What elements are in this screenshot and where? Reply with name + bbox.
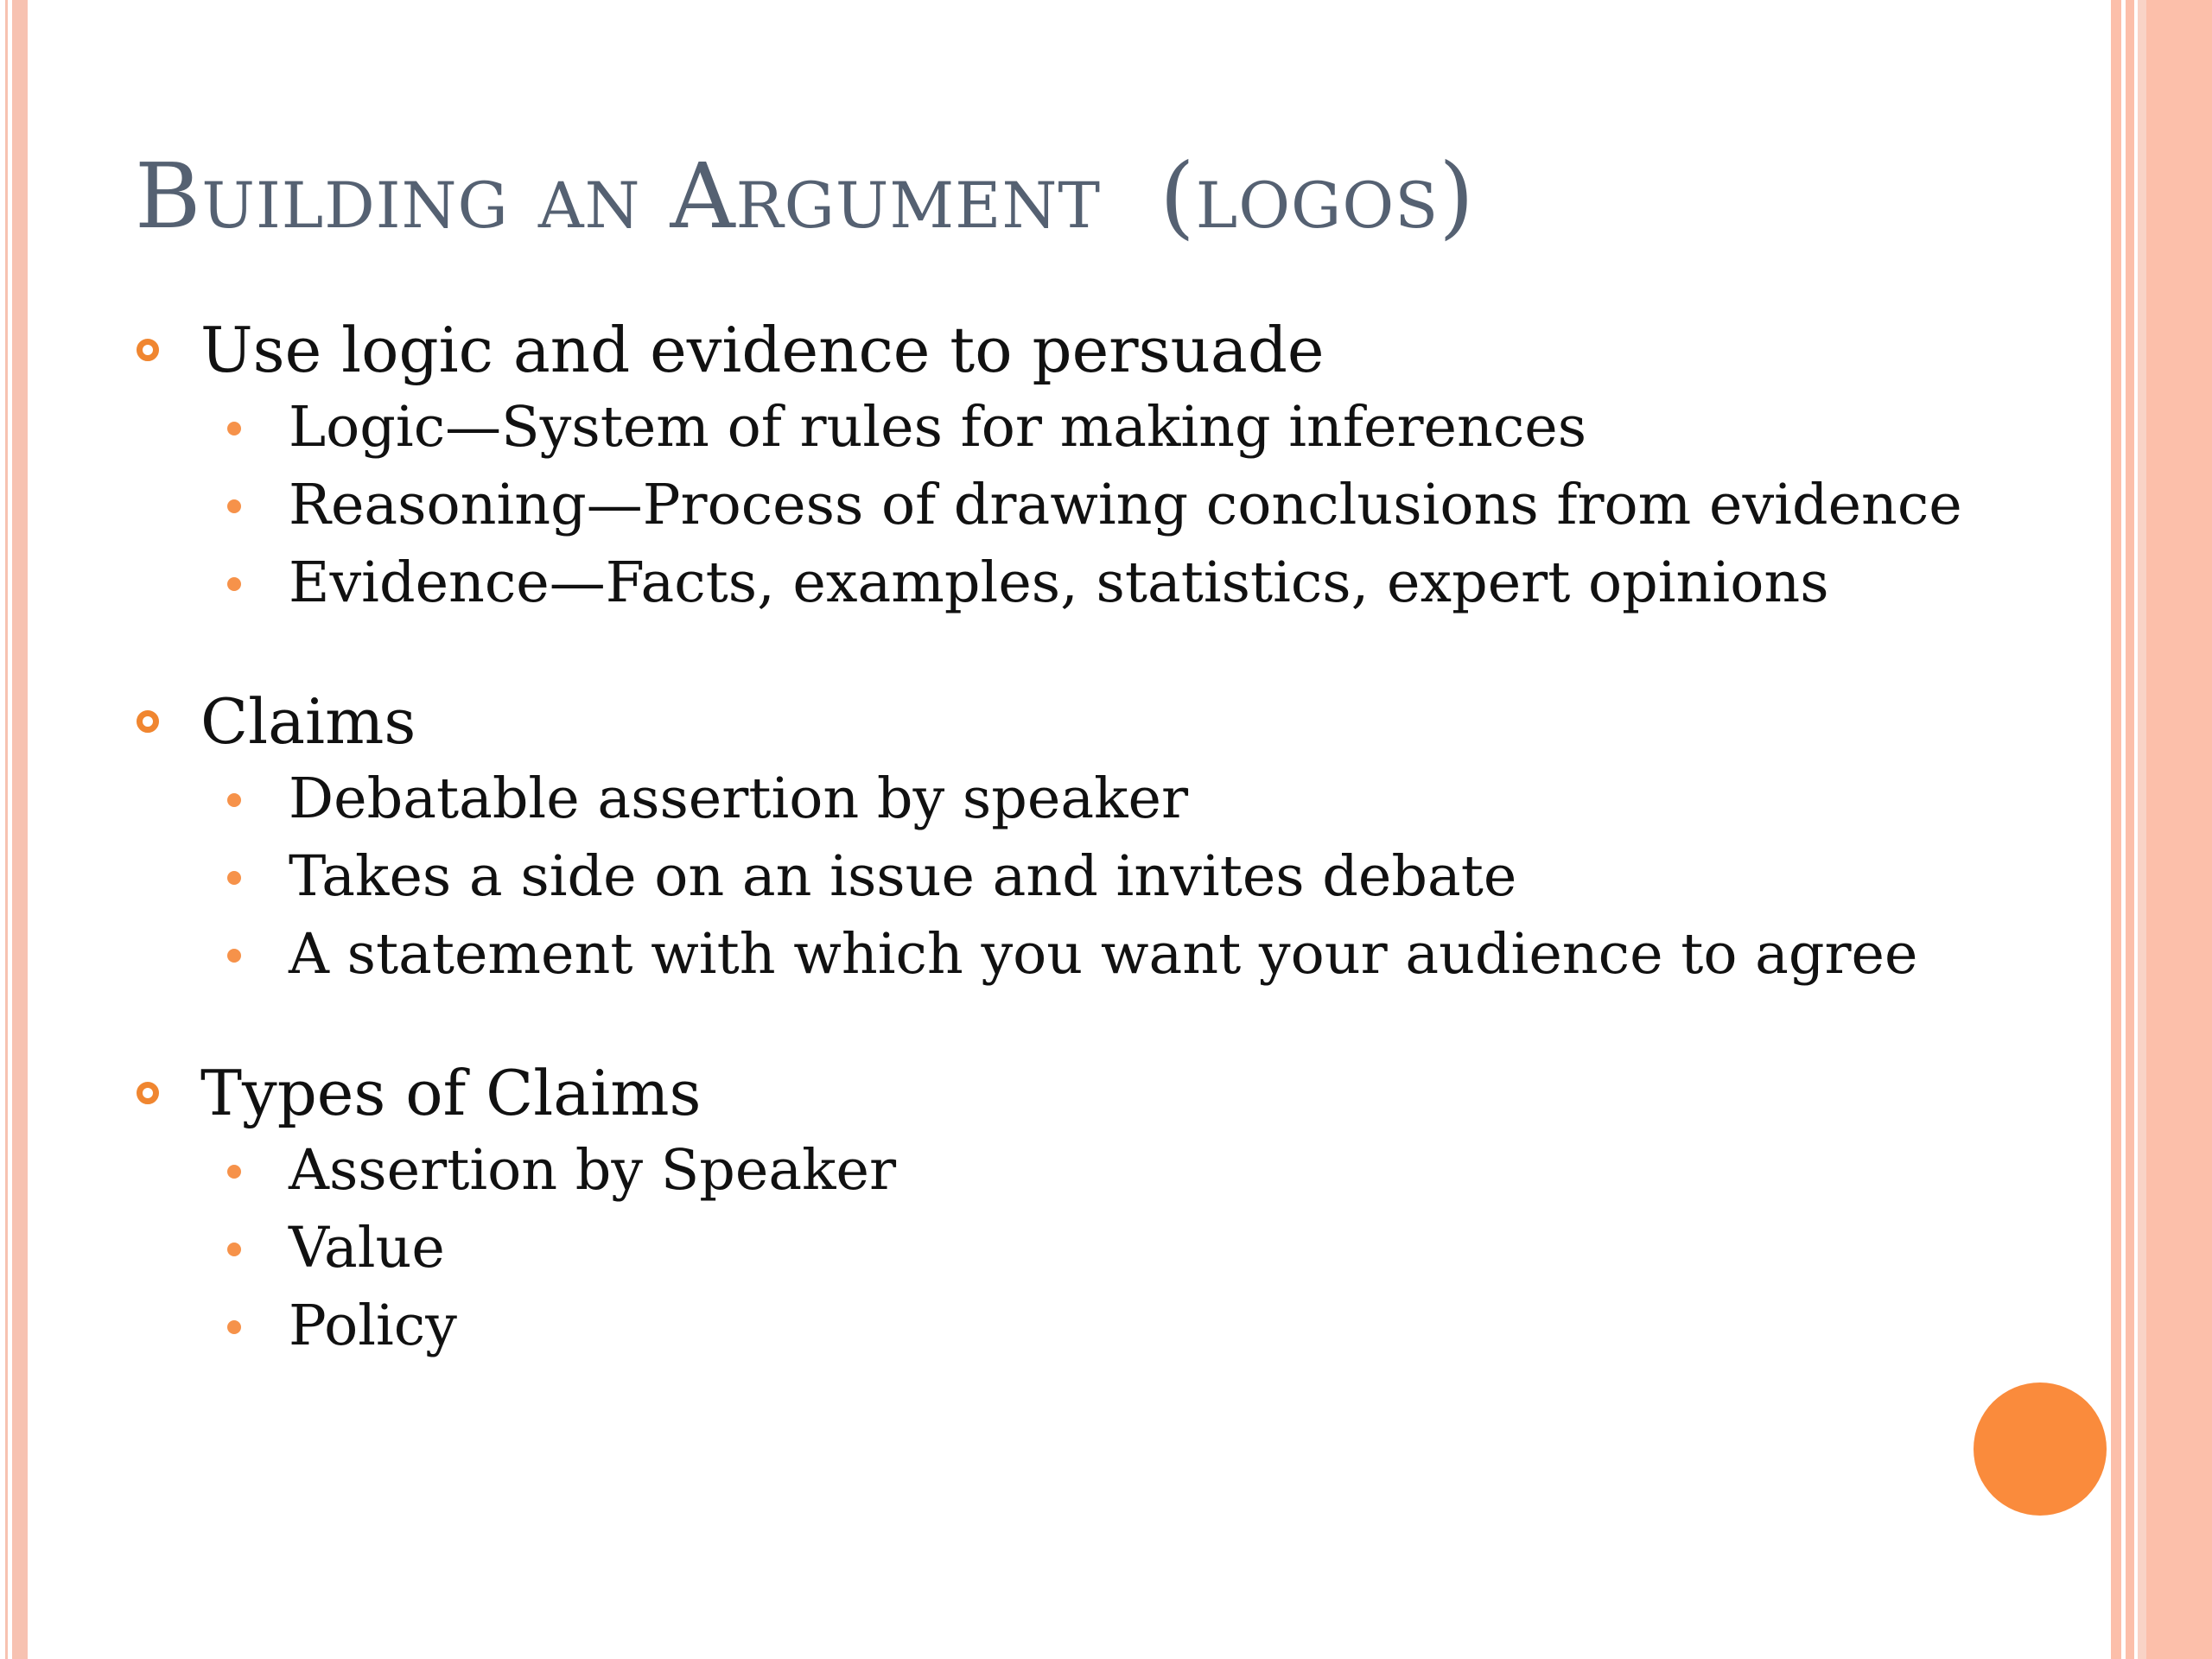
dot-bullet-icon [227, 949, 241, 963]
bullet-text: Use logic and evidence to persuade [200, 314, 1325, 386]
bullet-text: Logic—System of rules for making inferences [289, 395, 1587, 460]
bullet-level1 [135, 1054, 2105, 1132]
bullet-text: Assertion by Speaker [289, 1138, 897, 1203]
bullet-level2 [135, 838, 2105, 916]
dot-bullet-icon [227, 871, 241, 885]
bullet-level2 [135, 916, 2105, 994]
ring-bullet-icon [137, 710, 159, 733]
dot-bullet-icon [227, 793, 241, 807]
bullet-text: Takes a side on an issue and invites debate [289, 844, 1517, 909]
bullet-level1 [135, 683, 2105, 760]
bullet-text: Value [289, 1216, 445, 1281]
dot-bullet-icon [227, 1320, 241, 1334]
bullet-level2 [135, 389, 2105, 467]
left-border-stripe [12, 0, 28, 1659]
dot-bullet-icon [227, 1243, 241, 1256]
right-border-gap [2121, 0, 2126, 1659]
bullet-group-types-of-claims [135, 1054, 2105, 1365]
dot-bullet-icon [227, 1165, 241, 1179]
right-border-inner-stripe [2138, 0, 2146, 1659]
left-border-line [5, 0, 8, 1659]
slide-body [135, 311, 2105, 1426]
bullet-text: Debatable assertion by speaker [289, 766, 1189, 831]
bullet-level2 [135, 1210, 2105, 1287]
right-border-band [2111, 0, 2212, 1659]
bullet-text: Reasoning—Process of drawing conclusions from evidence [289, 473, 1962, 537]
decorative-orange-circle [1974, 1382, 2107, 1516]
bullet-text: Evidence—Facts, examples, statistics, expert opinions [289, 550, 1829, 615]
bullet-group-claims [135, 683, 2105, 994]
dot-bullet-icon [227, 577, 241, 591]
bullet-level1 [135, 311, 2105, 389]
bullet-level2 [135, 1132, 2105, 1210]
bullet-text: Types of Claims [200, 1057, 702, 1129]
dot-bullet-icon [227, 422, 241, 435]
slide-title: Building an Argument (logos) [135, 143, 1475, 249]
ring-bullet-icon [137, 1082, 159, 1104]
bullet-level2 [135, 544, 2105, 622]
bullet-text: A statement with which you want your audience to agree [289, 922, 1918, 987]
bullet-level2 [135, 1287, 2105, 1365]
dot-bullet-icon [227, 499, 241, 513]
bullet-group-logic [135, 311, 2105, 622]
bullet-text: Claims [200, 685, 416, 758]
ring-bullet-icon [137, 339, 159, 361]
bullet-level2 [135, 760, 2105, 838]
bullet-level2 [135, 467, 2105, 544]
bullet-text: Policy [289, 1294, 457, 1358]
